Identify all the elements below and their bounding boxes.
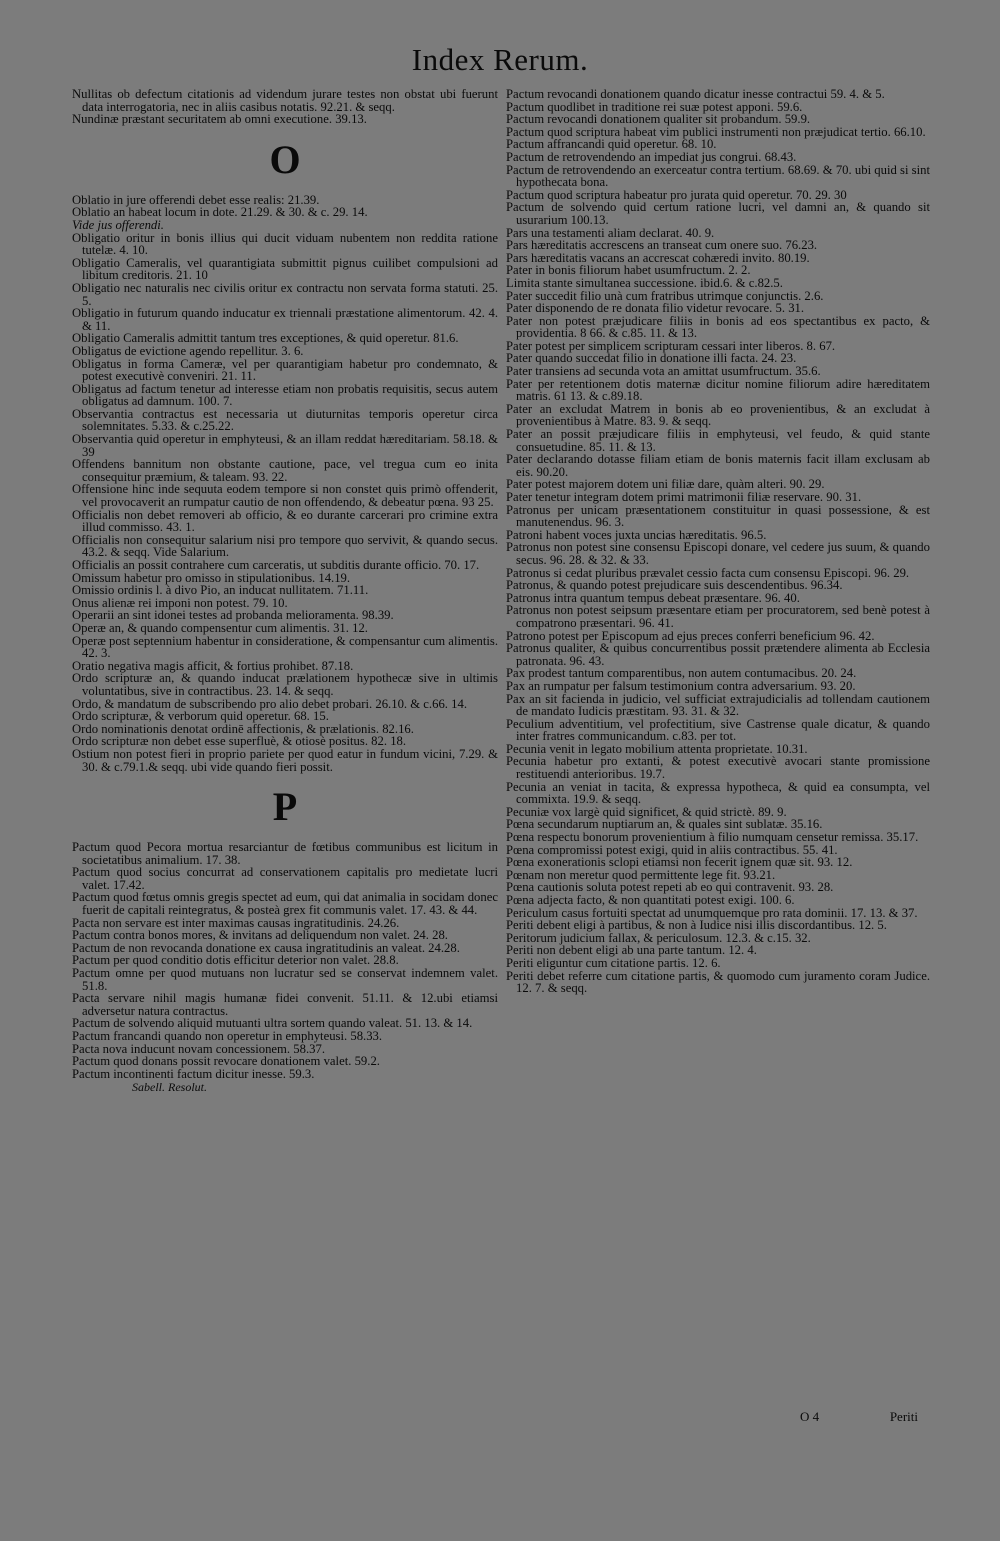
index-entry: Obligatus ad factum tenetur ad interesse etiam non probatis requisitis, secus autem obligatus ad damnum. 100. 7. <box>72 381 498 409</box>
index-entry: Pœnam non meretur quod permittente lege fit. 93.21. <box>506 867 776 882</box>
index-entry: Pater disponendo de re donata filio videtur revocare. 5. 31. <box>506 301 805 316</box>
index-entry: Pacta non servare est inter maximas causas ingratitudinis. 24.26. <box>72 915 400 930</box>
index-entry: Oblatio in jure offerendi debet esse realis: 21.39. <box>72 192 320 207</box>
index-entry: Periti debet referre cum citatione partis, & quomodo cum juramento coram Judice. 12. 7. & seqq. <box>506 968 930 996</box>
index-entry: Pactum revocandi donationem quando dicatur inesse contractui 59. 4. & 5. <box>506 87 885 101</box>
index-entry: Pars una testamenti aliam declarat. 40. 9. <box>506 225 715 240</box>
index-entry: Patronus per unicam præsentationem constituitur in quasi possessione, & est manutenendus. 96. 3. <box>506 502 930 530</box>
index-entry: Nundinæ præstant securitatem ab omni executione. 39.13. <box>72 112 367 127</box>
index-entry: Pœna cautionis soluta potest repeti ab eo qui contravenit. 93. 28. <box>506 880 834 895</box>
index-entry: Pater non potest præjudicare filiis in bonis ad eos spectantibus ex pacto, & providentia. 8 66. & c.85. 11. & 13. <box>506 313 930 341</box>
index-entry: Pactum quod donans possit revocare donationem valet. 59.2. <box>72 1054 380 1069</box>
index-entry: Patroni habent voces juxta uncias hæreditatis. 96.5. <box>506 527 767 542</box>
index-entry: Pax prodest tantum comparentibus, non autem contumacibus. 20. 24. <box>506 666 857 681</box>
index-entry: Patronus si cedat pluribus prævalet cessio facta cum consensu Episcopi. 96. 29. <box>506 565 910 580</box>
p-entries <box>72 841 498 1080</box>
index-entry: Operarii an sint idonei testes ad probanda melioramenta. 98.39. <box>72 608 394 623</box>
index-entry: Observantia quid operetur in emphyteusi, & an illam reddat hæreditariam. 58.18. & 39 <box>72 432 498 459</box>
section-letter-o: O <box>269 136 301 182</box>
index-entry: Obligatio oritur in bonis illius qui ducit viduam nubentem non reddita ratione tutelæ. 4. 10. <box>72 230 498 258</box>
index-entry: Operæ post septennium habentur in consideratione, & compensantur cum alimentis. 42. 3. <box>72 633 498 661</box>
index-entry: Obligatus in forma Cameræ, vel per quarantigiam habetur pro condemnato, & potest executivè conveniri. 21. 11. <box>72 356 498 384</box>
index-entry: Pater transiens ad secunda vota an amittat usumfructum. 35.6. <box>506 364 821 379</box>
index-entry: Periti debent eligi à partibus, & non à Iudice nisi illis discordantibus. 12. 5. <box>506 918 887 933</box>
index-entry: Ordo, & mandatum de subscribendo pro alio debet probari. 26.10. & c.66. 14. <box>72 696 467 711</box>
signature-mark: O 4 <box>800 1409 820 1424</box>
index-entry: Patronus non potest seipsum præsentare etiam per procuratorem, sed benè potest à compatrono præsentari. 96. 41. <box>506 603 930 630</box>
index-entry: Pecunia habetur pro extanti, & potest executivè avocari stante promissione restituendi anterioribus. 19.7. <box>506 754 930 782</box>
index-entry: Pecunia venit in legato mobilium attenta proprietate. 10.31. <box>506 741 808 756</box>
index-entry: Pactum de solvendo aliquid mutuanti ultra sortem quando valeat. 51. 13. & 14. <box>72 1016 473 1031</box>
index-entry: Periculum casus fortuiti spectat ad unumquemque pro rata dominii. 17. 13. & 37. <box>506 905 918 920</box>
index-entry: Pater quando succedat filio in donatione illi facta. 24. 23. <box>506 351 797 366</box>
index-entry: Patrono potest per Episcopum ad ejus preces conferri beneficium 96. 42. <box>506 628 875 643</box>
index-entry: Pecunia an veniat in tacita, & expressa hypotheca, & quid ea consumpta, vel commixta. 19.9. & seqq. <box>506 779 930 807</box>
index-entry: Pœna exonerationis sclopi etiamsi non fecerit ignem quæ sit. 93. 12. <box>506 855 853 870</box>
page-footer <box>800 1409 930 1425</box>
index-entry: Offendens bannitum non obstante cautione, pace, vel tregua cum eo inita consequitur præmium, & taleam. 93. 22. <box>72 457 498 484</box>
index-entry: Pater per retentionem dotis maternæ dicitur nomine filiorum adire hæreditatem matris. 61 13. & c.89.18. <box>506 376 930 404</box>
index-entry: Periti eliguntur cum citatione partis. 12. 6. <box>506 955 721 970</box>
index-entry: Peritorum judicium fallax, & periculosum. 12.3. & c.15. 32. <box>506 930 811 945</box>
index-entry: Oratio negativa magis afficit, & fortius prohibet. 87.18. <box>72 658 354 673</box>
index-entry: Pax an sit facienda in judicio, vel sufficiat extrajudicialis ad tollendam cautionem de mandato Iudicis præstitam. 93. 31. & 32. <box>506 691 930 719</box>
index-entry: Officialis an possit contrahere cum carceratis, ut subditis durante officio. 70. 17. <box>72 558 480 572</box>
index-entry: Peculium adventitium, vel profectitium, sive Castrense quale dicatur, & quando inter fratres communicandum. c.83. per tot. <box>506 716 930 744</box>
index-entry: Officialis non consequitur salarium nisi pro tempore quo servivit, & quando secus. 43.2. & seqq. Vide Salarium. <box>72 532 498 560</box>
index-entry: Operæ an, & quando compensentur cum alimentis. 31. 12. <box>72 620 368 635</box>
index-entry: Pactum de non revocanda donatione ex causa ingratitudinis an valeat. 24.28. <box>72 940 460 955</box>
index-entry: Patronus non potest sine consensu Episcopi donare, vel cedere jus suum, & quando secus. 96. 28. & 32. & 33. <box>506 540 930 567</box>
index-entry: Patronus qualiter, & quibus concurrentibus possit prætendere alimenta ab Ecclesia patronata. 96. 43. <box>506 641 930 668</box>
index-entry: Pater potest per simplicem scripturam cessari inter liberos. 8. 67. <box>506 338 836 353</box>
catchword: Periti <box>889 1409 918 1424</box>
index-entry: Nullitas ob defectum citationis ad videndum jurare testes non obstat ubi fuerunt data interrogatoria, nec in aliis casibus notatis. 92.21. & seqq. <box>72 87 498 114</box>
index-entry: Obligatus de evictione agendo repellitur. 3. 6. <box>72 343 304 358</box>
index-entry: Pœna secundarum nuptiarum an, & quales sint sublatæ. 35.16. <box>506 817 823 832</box>
index-entry: Obligatio Cameralis admittit tantum tres exceptiones, & quid operetur. 81.6. <box>72 331 459 346</box>
index-entry: Pacta servare nihil magis humanæ fidei convenit. 51.11. & 12.ubi etiamsi adversetur natura contractus. <box>72 991 498 1018</box>
index-entry: Pater tenetur integram dotem primi matrimonii filiæ reservare. 90. 31. <box>506 490 862 504</box>
index-entry: Pactum quod fœtus omnis gregis spectet ad eum, qui dat animalia in socidam donec fuerit de capitali reintegratus, & posteà grex fit communis valet. 17. 43. & 44. <box>72 890 498 918</box>
index-entry: Pacta nova inducunt novam concessionem. 58.37. <box>72 1041 325 1056</box>
index-entry: Pœna respectu bonorum provenientium à filio numquam censetur remissa. 35.17. <box>506 830 919 845</box>
index-entry: Observantia contractus est necessaria ut diuturnitas temporis operetur circa solemnitates. 5.33. & c.25.22. <box>72 406 498 434</box>
index-entry: Patronus, & quando potest prejudicare suis descendentibus. 96.34. <box>506 578 843 593</box>
index-entry: Ordo scripturæ non debet esse superfluè, & otiosè positus. 82. 18. <box>72 734 407 749</box>
index-entry: Omissum habetur pro omisso in stipulationibus. 14.19. <box>72 570 351 585</box>
o-entries <box>72 194 498 773</box>
index-entry: Obligatio Cameralis, vel quarantigiata submittit pignus cuilibet compulsioni ad libitum creditoris. 21. 10 <box>72 255 498 283</box>
index-entry: Pactum de retrovendendo an impediat jus congrui. 68.43. <box>506 149 797 164</box>
index-entry: Pater an excludat Matrem in bonis ab eo provenientibus, & an excludat à provenientibus à Matre. 83. 9. & seqq. <box>506 401 930 429</box>
section-letter-p: P <box>272 784 298 830</box>
left-column <box>72 88 498 1095</box>
index-entry: Periti non debent eligi ab una parte tantum. 12. 4. <box>506 943 757 958</box>
right-column <box>506 88 930 995</box>
index-entry: Pactum quod scriptura habeatur pro jurata quid operetur. 70. 29. 30 <box>506 187 847 202</box>
index-entry: Patronus intra quantum tempus debeat præsentare. 96. 40. <box>506 590 800 605</box>
index-entry: Pars hæreditatis accrescens an transeat cum onere suo. 76.23. <box>506 238 818 253</box>
index-entry: Pœna compromissi potest exigi, quid in aliis contractibus. 55. 41. <box>506 842 838 857</box>
index-entry: Pater potest majorem dotem uni filiæ dare, quàm alteri. 90. 29. <box>506 477 825 492</box>
index-entry: Pater in bonis filiorum habet usumfructum. 2. 2. <box>506 263 751 278</box>
index-entry: Obligatio nec naturalis nec civilis oritur ex contractu non servata forma statuti. 25. 5. <box>72 280 498 308</box>
index-entry: Ordo scripturæ, & verborum quid operetur. 68. 15. <box>72 709 329 724</box>
printer-signature: Sabell. Resolut. <box>132 1080 207 1095</box>
index-entry: Pactum de retrovendendo an exerceatur contra tertium. 68.69. & 70. ubi quid si sint hypothecata bona. <box>506 162 930 190</box>
index-entry: Pactum revocandi donationem qualiter sit probandum. 59.9. <box>506 112 811 127</box>
index-entry: Ostium non potest fieri in proprio pariete per quod eatur in fundum vicini, 7.29. & 30. & c.79.1.& seqq. ubi vide quando fieri possit. <box>72 746 498 774</box>
index-entry: Pax an rumpatur per falsum testimonium contra adversarium. 93. 20. <box>506 678 856 693</box>
index-entry: Pactum omne per quod mutuans non lucratur sed se conservat indemnem valet. 51.8. <box>72 966 498 993</box>
index-entry: Pactum quod scriptura habeat vim publici instrumenti non præjudicat tertio. 66.10. <box>506 124 926 139</box>
index-entry: Pater succedit filio unà cum fratribus utrimque conjunctis. 2.6. <box>506 288 824 303</box>
index-entry: Pars hæreditatis vacans an accrescat cohæredi invito. 80.19. <box>506 250 810 265</box>
index-entry: Pactum quod Pecora mortua resarciantur de fœtibus communibus est licitum in societatibus animalium. 17. 38. <box>72 840 498 867</box>
index-entry: Pactum de solvendo quid certum ratione lucri, vel damni an, & quando sit usurarium 100.13. <box>506 200 930 227</box>
n-entries <box>72 88 498 126</box>
index-entry: Pactum francandi quando non operetur in emphyteusi. 58.33. <box>72 1029 383 1043</box>
index-entry: Ordo nominationis denotat ordinē affectionis, & prælationis. 82.16. <box>72 721 414 736</box>
index-entry: Ordo scripturæ an, & quando inducat prælationem hypothecæ sive in ultimis voluntatibus, sive in contractibus. 23. 14. & seqq. <box>72 671 498 698</box>
index-entry: Pactum per quod conditio dotis efficitur deterior non valet. 28.8. <box>72 953 399 968</box>
right-entries <box>506 88 930 995</box>
index-entry: Obligatio in futurum quando inducatur ex triennali præstatione alimentorum. 42. 4. & 11. <box>72 306 498 333</box>
index-entry: Pater declarando dotasse filiam etiam de bonis maternis facit illam exclusam ab eis. 90.20. <box>506 452 930 479</box>
index-entry: Pactum quod socius concurrat ad conservationem capitalis pro medietate lucri valet. 17.42. <box>72 865 498 892</box>
index-entry: Pactum incontinenti factum dicitur inesse. 59.3. <box>72 1066 315 1081</box>
index-entry: Offensione hinc inde sequuta eodem tempore si non constet quis primò offenderit, vel provocaverit an rumpatur cautio de non offendendo, & debeatur pœna. 93 25. <box>72 482 498 510</box>
page-title: Index Rerum. <box>411 42 589 77</box>
index-entry: Vide jus offerendi. <box>72 217 164 232</box>
index-entry: Omissio ordinis l. à divo Pio, an inducat nullitatem. 71.11. <box>72 583 369 598</box>
index-entry: Pœna adjecta facto, & non quantitati potest exigi. 100. 6. <box>506 893 795 907</box>
index-entry: Pactum quodlibet in traditione rei suæ potest apponi. 59.6. <box>506 99 803 114</box>
index-entry: Oblatio an habeat locum in dote. 21.29. & 30. & c. 29. 14. <box>72 205 368 220</box>
index-entry: Officialis non debet removeri ab officio, & eo durante carcerari pro crimine extra illud commisso. 43. 1. <box>72 507 498 535</box>
index-entry: Pecuniæ vox largè quid significet, & quid strictè. 89. 9. <box>506 804 787 819</box>
index-entry: Pater an possit præjudicare filiis in emphyteusi, vel feudo, & quid stante consuetudine. 85. 11. & 13. <box>506 427 930 454</box>
index-entry: Limita stante simultanea successione. ibid.6. & c.82.5. <box>506 275 783 290</box>
index-entry: Pactum contra bonos mores, & invitans ad deliquendum non valet. 24. 28. <box>72 928 448 943</box>
index-entry: Pactum affrancandi quid operetur. 68. 10. <box>506 137 717 152</box>
index-entry: Onus alienæ rei imponi non potest. 79. 10. <box>72 595 288 610</box>
